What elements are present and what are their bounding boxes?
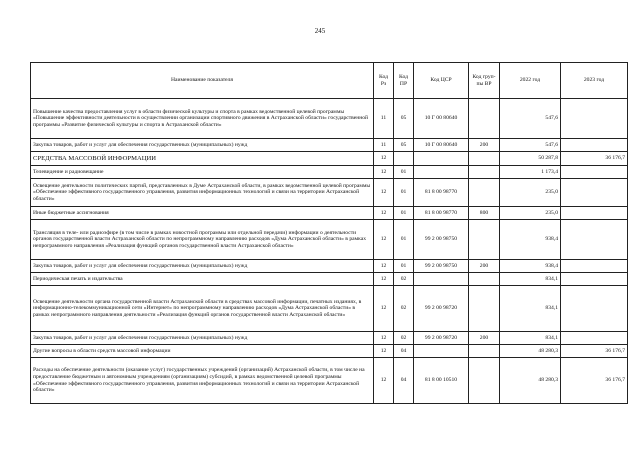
row-vr bbox=[469, 286, 500, 332]
header-vr: Код груп-пы ВР bbox=[469, 63, 500, 99]
row-2022: 48 280,3 bbox=[500, 358, 561, 404]
page-number: 245 bbox=[314, 27, 326, 35]
row-name: Телевидение и радиовещание bbox=[31, 166, 374, 179]
row-pr: 01 bbox=[394, 260, 414, 273]
row-name: Повышение качества предоставления услуг в области физической культуры и спорта в рамках ведомственной целевой программы «Повышение эффективности деятельности в осуществлении организации спортивного движения в Астраханской области» государственной программы «Развитие физической культуры и спорта в Астраханской области» bbox=[31, 99, 374, 139]
row-2023 bbox=[561, 332, 628, 345]
row-vr bbox=[469, 179, 500, 207]
row-vr bbox=[469, 220, 500, 260]
row-rz: 12 bbox=[374, 152, 394, 166]
row-vr bbox=[469, 166, 500, 179]
row-name: Другие вопросы в области средств массовой информации bbox=[31, 345, 374, 358]
header-name: Наименование показателя bbox=[31, 63, 374, 99]
table-row bbox=[31, 139, 628, 152]
row-pr: 04 bbox=[394, 358, 414, 404]
row-rz: 12 bbox=[374, 166, 394, 179]
table-row bbox=[31, 358, 628, 404]
row-rz: 11 bbox=[374, 139, 394, 152]
table-row bbox=[31, 273, 628, 286]
row-2023 bbox=[561, 99, 628, 139]
row-2022: 1 173,4 bbox=[500, 166, 561, 179]
row-2022: 50 287,8 bbox=[500, 152, 561, 166]
row-vr: 800 bbox=[469, 207, 500, 220]
row-name: СРЕДСТВА МАССОВОЙ ИНФОРМАЦИИ bbox=[31, 152, 374, 166]
row-csr: 99 2 00 98750 bbox=[414, 220, 469, 260]
budget-table bbox=[30, 62, 628, 404]
row-rz: 12 bbox=[374, 207, 394, 220]
table-row bbox=[31, 260, 628, 273]
row-name: Закупка товаров, работ и услуг для обеспечения государственных (муниципальных) нужд bbox=[31, 139, 374, 152]
row-2023 bbox=[561, 207, 628, 220]
row-2023 bbox=[561, 179, 628, 207]
row-name: Закупка товаров, работ и услуг для обеспечения государственных (муниципальных) нужд bbox=[31, 332, 374, 345]
table-row bbox=[31, 332, 628, 345]
row-rz: 12 bbox=[374, 179, 394, 207]
row-name: Освещение деятельности политических партий, представленных в Думе Астраханской области, в рамках ведомственной целевой программы «Обеспечение эффективного государственного управления, развития информационных технологий и связи на территории Астраханской области» bbox=[31, 179, 374, 207]
row-name: Трансляция в теле- или радиоэфире (в том числе в рамках новостной программы или отдельной передачи) информации о деятельности органов государственной власти Астраханской области по непрограммному направлению расходов «Дума Астраханской области» в рамках непрограммного направления «Реализация функций органов государственной власти Астраханской области» bbox=[31, 220, 374, 260]
table-row bbox=[31, 286, 628, 332]
row-csr bbox=[414, 345, 469, 358]
row-vr bbox=[469, 99, 500, 139]
row-rz: 11 bbox=[374, 99, 394, 139]
row-pr: 02 bbox=[394, 332, 414, 345]
row-csr bbox=[414, 166, 469, 179]
row-2022: 235,0 bbox=[500, 179, 561, 207]
row-vr bbox=[469, 152, 500, 166]
row-2023 bbox=[561, 166, 628, 179]
row-2022: 834,1 bbox=[500, 273, 561, 286]
row-csr bbox=[414, 273, 469, 286]
row-pr: 04 bbox=[394, 345, 414, 358]
row-pr: 01 bbox=[394, 220, 414, 260]
row-csr: 81 8 00 98770 bbox=[414, 207, 469, 220]
table-row bbox=[31, 220, 628, 260]
row-csr: 10 Г 00 80640 bbox=[414, 139, 469, 152]
row-2022: 834,1 bbox=[500, 332, 561, 345]
row-name: Расходы на обеспечение деятельности (оказание услуг) государственных учреждений (организаций) Астраханской области, в том числе на предоставление бюджетным и автономным учреждениям (организациям) субсидий, в рамках ведомственной целевой программы «Обеспечение эффективного государственного управления, развития информационных технологий и связи на территории Астраханской области» bbox=[31, 358, 374, 404]
row-rz: 12 bbox=[374, 220, 394, 260]
header-row bbox=[31, 63, 628, 99]
row-vr: 200 bbox=[469, 139, 500, 152]
row-2023 bbox=[561, 260, 628, 273]
row-pr: 02 bbox=[394, 286, 414, 332]
row-pr bbox=[394, 152, 414, 166]
table-row bbox=[31, 345, 628, 358]
row-2022: 834,1 bbox=[500, 286, 561, 332]
row-2023 bbox=[561, 286, 628, 332]
row-vr bbox=[469, 345, 500, 358]
row-rz: 12 bbox=[374, 260, 394, 273]
row-2023 bbox=[561, 220, 628, 260]
header-2022: 2022 год bbox=[500, 63, 561, 99]
row-csr: 10 Г 00 80640 bbox=[414, 99, 469, 139]
row-csr: 81 8 00 98770 bbox=[414, 179, 469, 207]
row-name: Освещение деятельности органа государственной власти Астраханской области в средствах массовой информации, печатных изданиях, в информационно-телекоммуникационной сети «Интернет» по непрограммному направлению расходов «Дума Астраханской области» в рамках непрограммного направления деятельности «Реализация функций органов государственной власти Астраханской области» bbox=[31, 286, 374, 332]
table-row bbox=[31, 166, 628, 179]
row-vr: 200 bbox=[469, 260, 500, 273]
row-csr: 81 8 00 10510 bbox=[414, 358, 469, 404]
row-2022: 235,0 bbox=[500, 207, 561, 220]
header-csr: Код ЦСР bbox=[414, 63, 469, 99]
row-2023: 36 176,7 bbox=[561, 152, 628, 166]
header-2023: 2023 год bbox=[561, 63, 628, 99]
row-name: Иные бюджетные ассигнования bbox=[31, 207, 374, 220]
row-2023: 36 176,7 bbox=[561, 345, 628, 358]
row-name: Закупка товаров, работ и услуг для обеспечения государственных (муниципальных) нужд bbox=[31, 260, 374, 273]
row-rz: 12 bbox=[374, 332, 394, 345]
row-2022: 48 280,3 bbox=[500, 345, 561, 358]
row-2022: 547,6 bbox=[500, 139, 561, 152]
row-rz: 12 bbox=[374, 358, 394, 404]
row-2022: 938,4 bbox=[500, 220, 561, 260]
header-pr: Код ПР bbox=[394, 63, 414, 99]
row-vr bbox=[469, 273, 500, 286]
row-pr: 02 bbox=[394, 273, 414, 286]
table-row bbox=[31, 152, 628, 166]
row-2023 bbox=[561, 139, 628, 152]
row-csr: 99 2 00 98720 bbox=[414, 286, 469, 332]
row-rz: 12 bbox=[374, 286, 394, 332]
row-2022: 547,6 bbox=[500, 99, 561, 139]
table-row bbox=[31, 99, 628, 139]
row-name: Периодическая печать и издательства bbox=[31, 273, 374, 286]
row-pr: 01 bbox=[394, 166, 414, 179]
row-vr: 200 bbox=[469, 332, 500, 345]
row-pr: 05 bbox=[394, 99, 414, 139]
row-rz: 12 bbox=[374, 273, 394, 286]
header-rz: Код Рз bbox=[374, 63, 394, 99]
row-csr bbox=[414, 152, 469, 166]
row-2022: 938,4 bbox=[500, 260, 561, 273]
row-pr: 01 bbox=[394, 207, 414, 220]
row-csr: 99 2 00 98750 bbox=[414, 260, 469, 273]
row-pr: 01 bbox=[394, 179, 414, 207]
row-rz: 12 bbox=[374, 345, 394, 358]
row-csr: 99 2 00 98720 bbox=[414, 332, 469, 345]
row-vr bbox=[469, 358, 500, 404]
row-2023 bbox=[561, 273, 628, 286]
table-row bbox=[31, 207, 628, 220]
row-2023: 36 176,7 bbox=[561, 358, 628, 404]
row-pr: 05 bbox=[394, 139, 414, 152]
table-row bbox=[31, 179, 628, 207]
